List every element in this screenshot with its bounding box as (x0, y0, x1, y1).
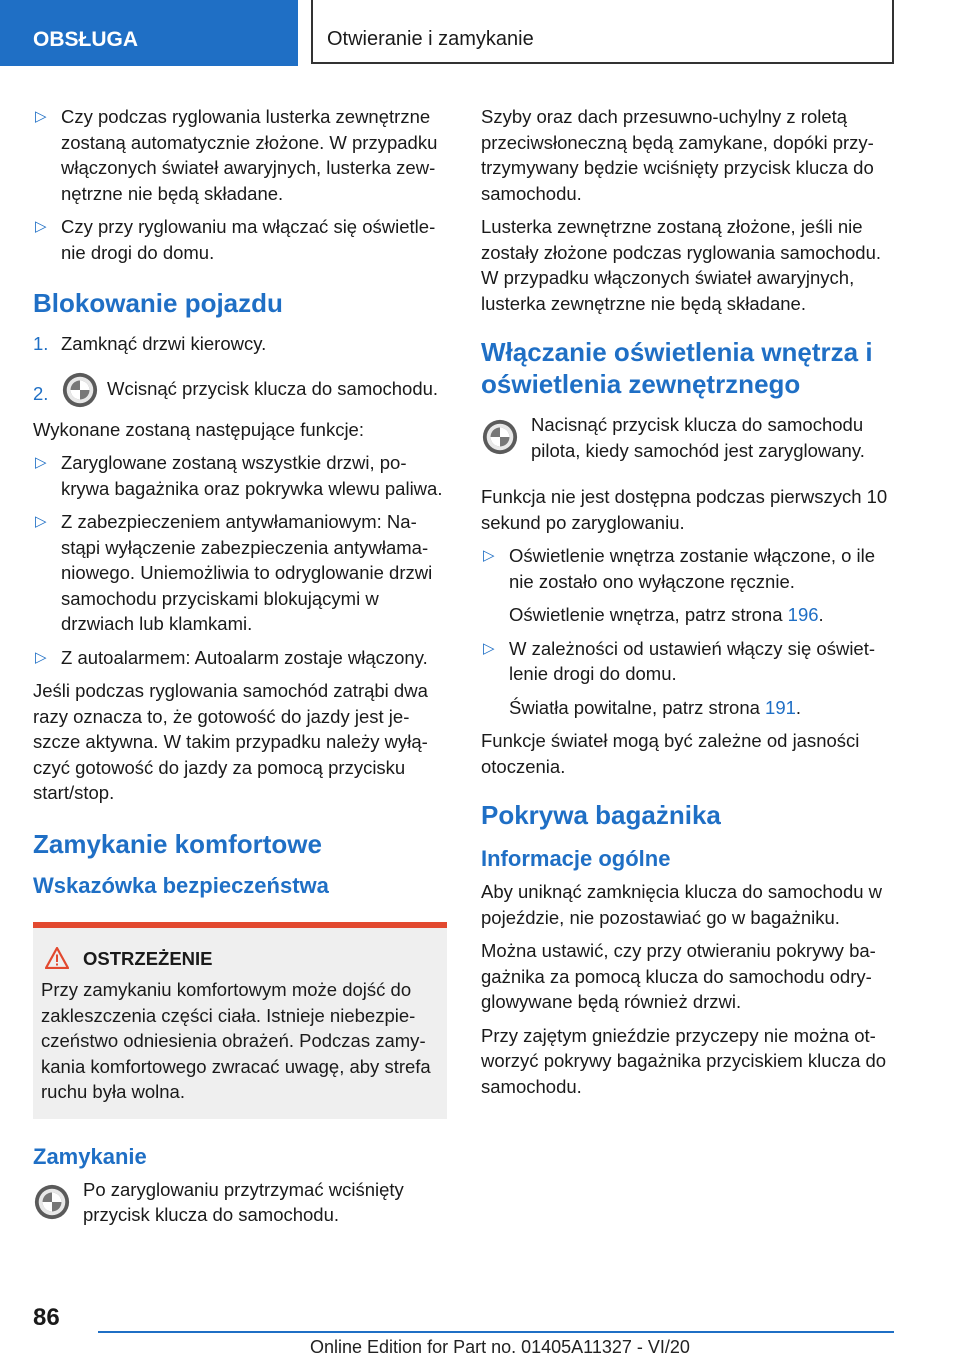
list-item: ▷ Czy podczas ryglowania lusterka zewnętrzne zostaną automatycznie złożone. W przypadku włączonych świateł awaryjnych, lusterka zewnętrzne nie będą składane. (35, 106, 438, 204)
paragraph: Lusterka zewnętrzne zostaną złożone, jeśli nie zostały złożone podczas ryglowania samochodu. W przypadku włączonych świateł awaryjnych, lusterka zewnętrzne nie będą składane. (481, 216, 882, 314)
paragraph: Aby uniknąć zamknięcia klucza do samochodu w pojeździe, nie pozostawiać go w bagażniku. (481, 881, 883, 928)
heading-pokrywa: Pokrywa bagażnika (481, 800, 721, 830)
heading-blokowanie: Blokowanie pojazdu (33, 288, 283, 318)
paragraph: Przy zajętym gnieździe przyczepy nie można otworzyć pokrywy bagażnika przyciskiem klucza do samochodu. (481, 1024, 887, 1097)
heading-informacje: Informacje ogólne (481, 846, 671, 871)
icon-paragraph: Nacisnąć przycisk klucza do samochodu pilota, kiedy samochód jest zaryglowany. (481, 412, 895, 474)
left-column (33, 104, 447, 1249)
list-item: ▷ Z autoalarmem: Autoalarm zostaje włączony. (33, 645, 447, 671)
triangle-bullet-icon: ▷ (35, 108, 47, 125)
page-reference: Oświetlenie wnętrza, patrz strona 196. (509, 604, 824, 625)
right-column (481, 104, 895, 1107)
page-link[interactable]: 196 (787, 604, 819, 625)
paragraph: Jeśli podczas ryglowania samochód zatrąbi dwa razy oznacza to, że gotowość do jazdy jest jeszcze aktywna. W takim przypadku należy wyłączyć gotowość do jazdy za pomocą przycisku start/stop. (33, 680, 428, 803)
key-lock-icon (33, 1183, 71, 1221)
icon-paragraph: Po zaryglowaniu przytrzymać wciśnięty przycisk klucza do samochodu. (33, 1177, 447, 1239)
warning-triangle-icon (45, 947, 69, 969)
list-item: ▷ Z zabezpieczeniem antywłamaniowym: Nastąpi wyłączenie zabezpieczenia antywłamaniowego. Uniemożliwia to odryglowanie drzwi samochodu przyciskami blokującymi w drzwiach lub klamkami. (35, 511, 433, 634)
triangle-bullet-icon: ▷ (483, 639, 495, 657)
section-title: OBSŁUGA (33, 28, 138, 51)
triangle-bullet-icon: ▷ (35, 454, 47, 471)
warning-title: OSTRZEŻENIE (83, 947, 213, 969)
funcs-intro: Wykonane zostaną następujące funkcje: (33, 418, 364, 440)
list-item: ▷ W zależności od ustawień włączy się oświetlenie drogi do domu. (483, 637, 876, 684)
page-reference: Światła powitalne, patrz strona 191. (509, 696, 802, 718)
footer-divider (98, 1331, 894, 1333)
triangle-bullet-icon: ▷ (35, 513, 47, 530)
paragraph: Szyby oraz dach przesuwno-uchylny z roletą przeciwsłoneczną będą zamykane, dopóki przytrzymywany będzie wciśnięty przycisk klucza do samochodu. (481, 106, 874, 204)
page-number: 86 (33, 1304, 60, 1331)
list-item: ▷ Zaryglowane zostaną wszystkie drzwi, pokrywa bagażnika oraz pokrywka wlewu paliwa. (35, 452, 443, 499)
key-lock-icon (61, 371, 99, 409)
section-tab (0, 0, 298, 66)
chapter-title: Otwieranie i zamykanie (327, 28, 534, 50)
step-item: 2. Wcisnąć przycisk klucza do samochodu. (33, 371, 447, 409)
paragraph: Można ustawić, czy przy otwieraniu pokrywy bagażnika za pomocą klucza do samochodu odryglowywane będą również drzwi. (481, 940, 876, 1012)
list-item: ▷ Oświetlenie wnętrza zostanie włączone, o ile nie zostało ono wyłączone ręcznie. (483, 545, 876, 592)
key-lock-icon (481, 418, 519, 456)
warning-box (33, 922, 447, 1119)
edition-text: Online Edition for Part no. 01405A11327 - VI/20 (310, 1337, 690, 1357)
heading-zamykanie: Zamykanie (33, 1143, 147, 1169)
triangle-bullet-icon: ▷ (483, 547, 495, 564)
triangle-bullet-icon: ▷ (35, 218, 47, 235)
page-link[interactable]: 191 (765, 696, 796, 718)
warning-text: Przy zamykaniu komfortowym może dojść do zakleszczenia części ciała. Istnieje niebezpieczeństwo odniesienia obrażeń. Podczas zamykania komfortowego zwracać uwagę, aby strefa ruchu była wolna. (41, 979, 431, 1102)
paragraph: Funkcje świateł mogą być zależne od jasności otoczenia. (481, 730, 860, 777)
heading-wlaczanie: Włączanie oświetlenia wnętrza i oświetlenia zewnętrznego (481, 337, 873, 399)
chapter-tab (311, 0, 894, 64)
triangle-bullet-icon: ▷ (35, 648, 47, 666)
heading-komfort: Zamykanie komfortowe (33, 828, 322, 859)
step-item: 1. Zamknąć drzwi kierowcy. (33, 333, 267, 354)
heading-wskazowka: Wskazówka bezpieczeństwa (33, 872, 329, 898)
paragraph: Funkcja nie jest dostępna podczas pierwszych 10 sekund po zaryglowaniu. (481, 486, 888, 533)
list-item: ▷ Czy przy ryglowaniu ma włączać się oświetlenie drogi do domu. (35, 216, 436, 263)
